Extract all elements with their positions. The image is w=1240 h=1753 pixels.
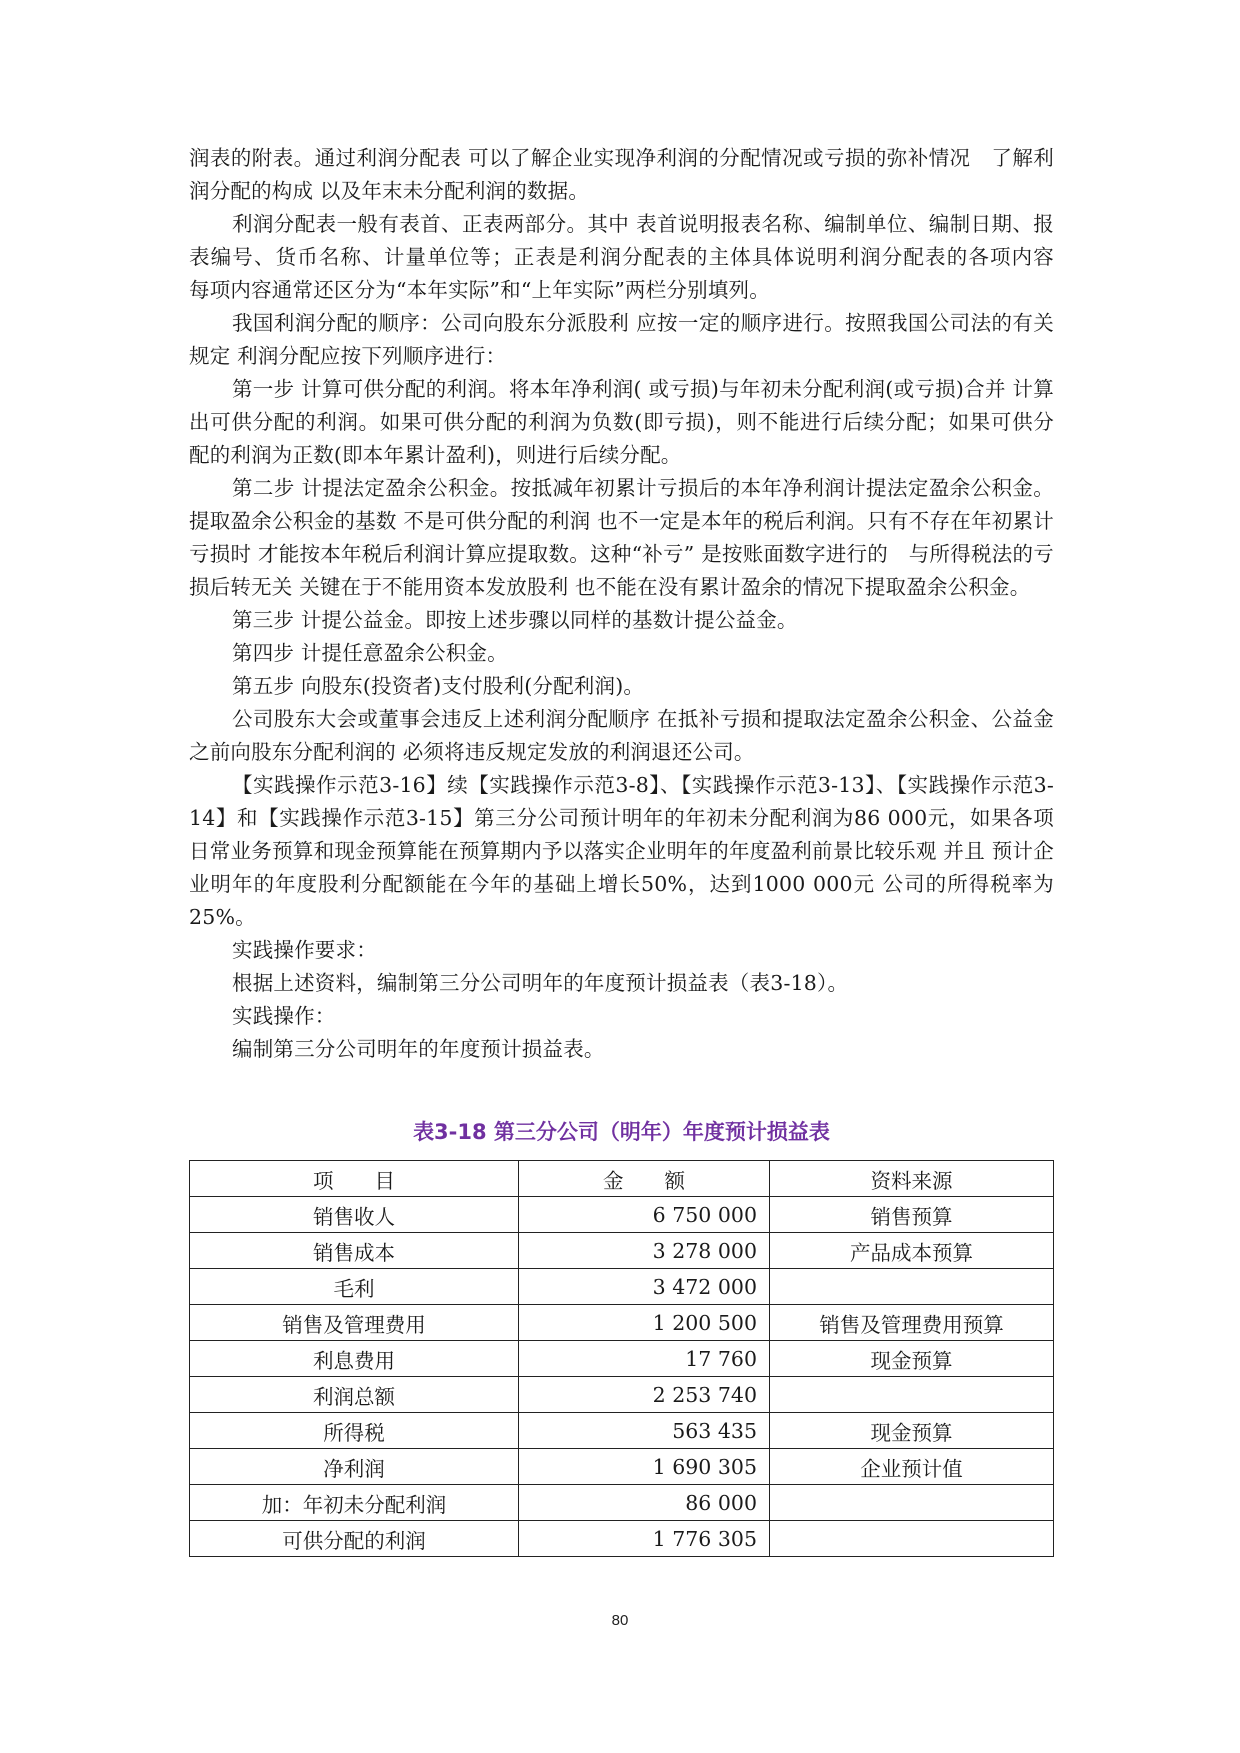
- cell-item: 可供分配的利润: [190, 1521, 519, 1557]
- paragraph: 利润分配表一般有表首、正表两部分。其中 表首说明报表名称、编制单位、编制日期、报表编号、货币名称、计量单位等；正表是利润分配表的主体具体说明利润分配表的各项内容 每项内容通常还区分为“本年实际”和“上年实际”两栏分别填列。: [189, 212, 1075, 302]
- table-body: [190, 1197, 1054, 1557]
- cell-item: 加：年初未分配利润: [190, 1485, 519, 1521]
- header-item: 项 目: [190, 1161, 519, 1197]
- header-source: 资料来源: [770, 1161, 1054, 1197]
- table-row: [190, 1377, 1054, 1413]
- cell-item: 利润总额: [190, 1377, 519, 1413]
- paragraph: 公司股东大会或董事会违反上述利润分配顺序 在抵补亏损和提取法定盈余公积金、公益金之前向股东分配利润的 必须将违反规定发放的利润退还公司。: [189, 707, 1054, 764]
- table-row: [190, 1413, 1054, 1449]
- cell-source: [770, 1521, 1054, 1557]
- table-row: [190, 1341, 1054, 1377]
- table-title: 表3-18 第三分公司（明年）年度预计损益表: [413, 1120, 830, 1144]
- cell-source: [770, 1485, 1054, 1521]
- paragraph: 实践操作要求：: [232, 938, 377, 962]
- paragraph: 润表的附表。通过利润分配表 可以了解企业实现净利润的分配情况或亏损的弥补情况 了解利润分配的构成 以及年末未分配利润的数据。: [189, 146, 1054, 203]
- paragraph: 第一步 计算可供分配的利润。将本年净利润( 或亏损)与年初未分配利润(或亏损)合并 计算出可供分配的利润。如果可供分配的利润为负数(即亏损)，则不能进行后续分配；如果可供分配的利润为正数(即本年累计盈利)，则进行后续分配。: [189, 377, 1054, 467]
- paragraph: 编制第三分公司明年的年度预计损益表。: [232, 1037, 605, 1061]
- cell-amount: 563 435: [519, 1413, 770, 1449]
- cell-item: 毛利: [190, 1269, 519, 1305]
- table-row: [190, 1269, 1054, 1305]
- cell-amount: 2 253 740: [519, 1377, 770, 1413]
- cell-amount: 1 690 305: [519, 1449, 770, 1485]
- table-row: [190, 1305, 1054, 1341]
- cell-amount: 3 278 000: [519, 1233, 770, 1269]
- cell-item: 净利润: [190, 1449, 519, 1485]
- cell-amount: 1 200 500: [519, 1305, 770, 1341]
- paragraph: 第五步 向股东(投资者)支付股利(分配利润)。: [232, 674, 645, 698]
- table-row: [190, 1233, 1054, 1269]
- table-row: [190, 1521, 1054, 1557]
- cell-source: 现金预算: [770, 1341, 1054, 1377]
- cell-amount: 86 000: [519, 1485, 770, 1521]
- paragraph: 第三步 计提公益金。即按上述步骤以同样的基数计提公益金。: [232, 608, 798, 632]
- table-row: [190, 1197, 1054, 1233]
- cell-item: 销售成本: [190, 1233, 519, 1269]
- cell-source: 产品成本预算: [770, 1233, 1054, 1269]
- cell-item: 销售及管理费用: [190, 1305, 519, 1341]
- table-row: [190, 1485, 1054, 1521]
- page-number: 80: [611, 1612, 629, 1629]
- paragraph: 第四步 计提任意盈余公积金。: [232, 641, 508, 665]
- cell-amount: 17 760: [519, 1341, 770, 1377]
- cell-item: 利息费用: [190, 1341, 519, 1377]
- paragraph: 【实践操作示范3-16】续【实践操作示范3-8】、【实践操作示范3-13】、【实践操作示范3-14】和【实践操作示范3-15】第三分公司预计明年的年初未分配利润为86 000元，如果各项日常业务预算和现金预算能在预算期内予以落实企业明年的年度盈利前景比较乐观 并且 预计企业明年的年度股利分配额能在今年的基础上增长50%，达到1000 000元 公司的所得税率为25%。: [189, 773, 1054, 929]
- cell-source: 销售预算: [770, 1197, 1054, 1233]
- table-header-row: [190, 1161, 1054, 1197]
- document-page: [189, 142, 1075, 1557]
- cell-source: 现金预算: [770, 1413, 1054, 1449]
- cell-amount: 3 472 000: [519, 1269, 770, 1305]
- cell-amount: 1 776 305: [519, 1521, 770, 1557]
- cell-item: 销售收人: [190, 1197, 519, 1233]
- cell-item: 所得税: [190, 1413, 519, 1449]
- body-text: [189, 142, 1075, 1066]
- paragraph: 我国利润分配的顺序：公司向股东分派股利 应按一定的顺序进行。按照我国公司法的有关规定 利润分配应按下列顺序进行：: [189, 311, 1054, 368]
- table-row: [190, 1449, 1054, 1485]
- cell-source: [770, 1269, 1054, 1305]
- cell-source: [770, 1377, 1054, 1413]
- forecast-income-table: [189, 1160, 1054, 1557]
- paragraph: 根据上述资料，编制第三分公司明年的年度预计损益表（表3-18）。: [232, 971, 849, 995]
- cell-amount: 6 750 000: [519, 1197, 770, 1233]
- paragraph: 第二步 计提法定盈余公积金。按抵减年初累计亏损后的本年净利润计提法定盈余公积金。提取盈余公积金的基数 不是可供分配的利润 也不一定是本年的税后利润。只有不存在年初累计亏损时 才能按本年税后利润计算应提取数。这种“补亏” 是按账面数字进行的 与所得税法的亏损后转无关 关键在于不能用资本发放股利 也不能在没有累计盈余的情况下提取盈余公积金。: [189, 476, 1054, 599]
- cell-source: 销售及管理费用预算: [770, 1305, 1054, 1341]
- paragraph: 实践操作：: [232, 1004, 336, 1028]
- cell-source: 企业预计值: [770, 1449, 1054, 1485]
- header-amount: 金 额: [519, 1161, 770, 1197]
